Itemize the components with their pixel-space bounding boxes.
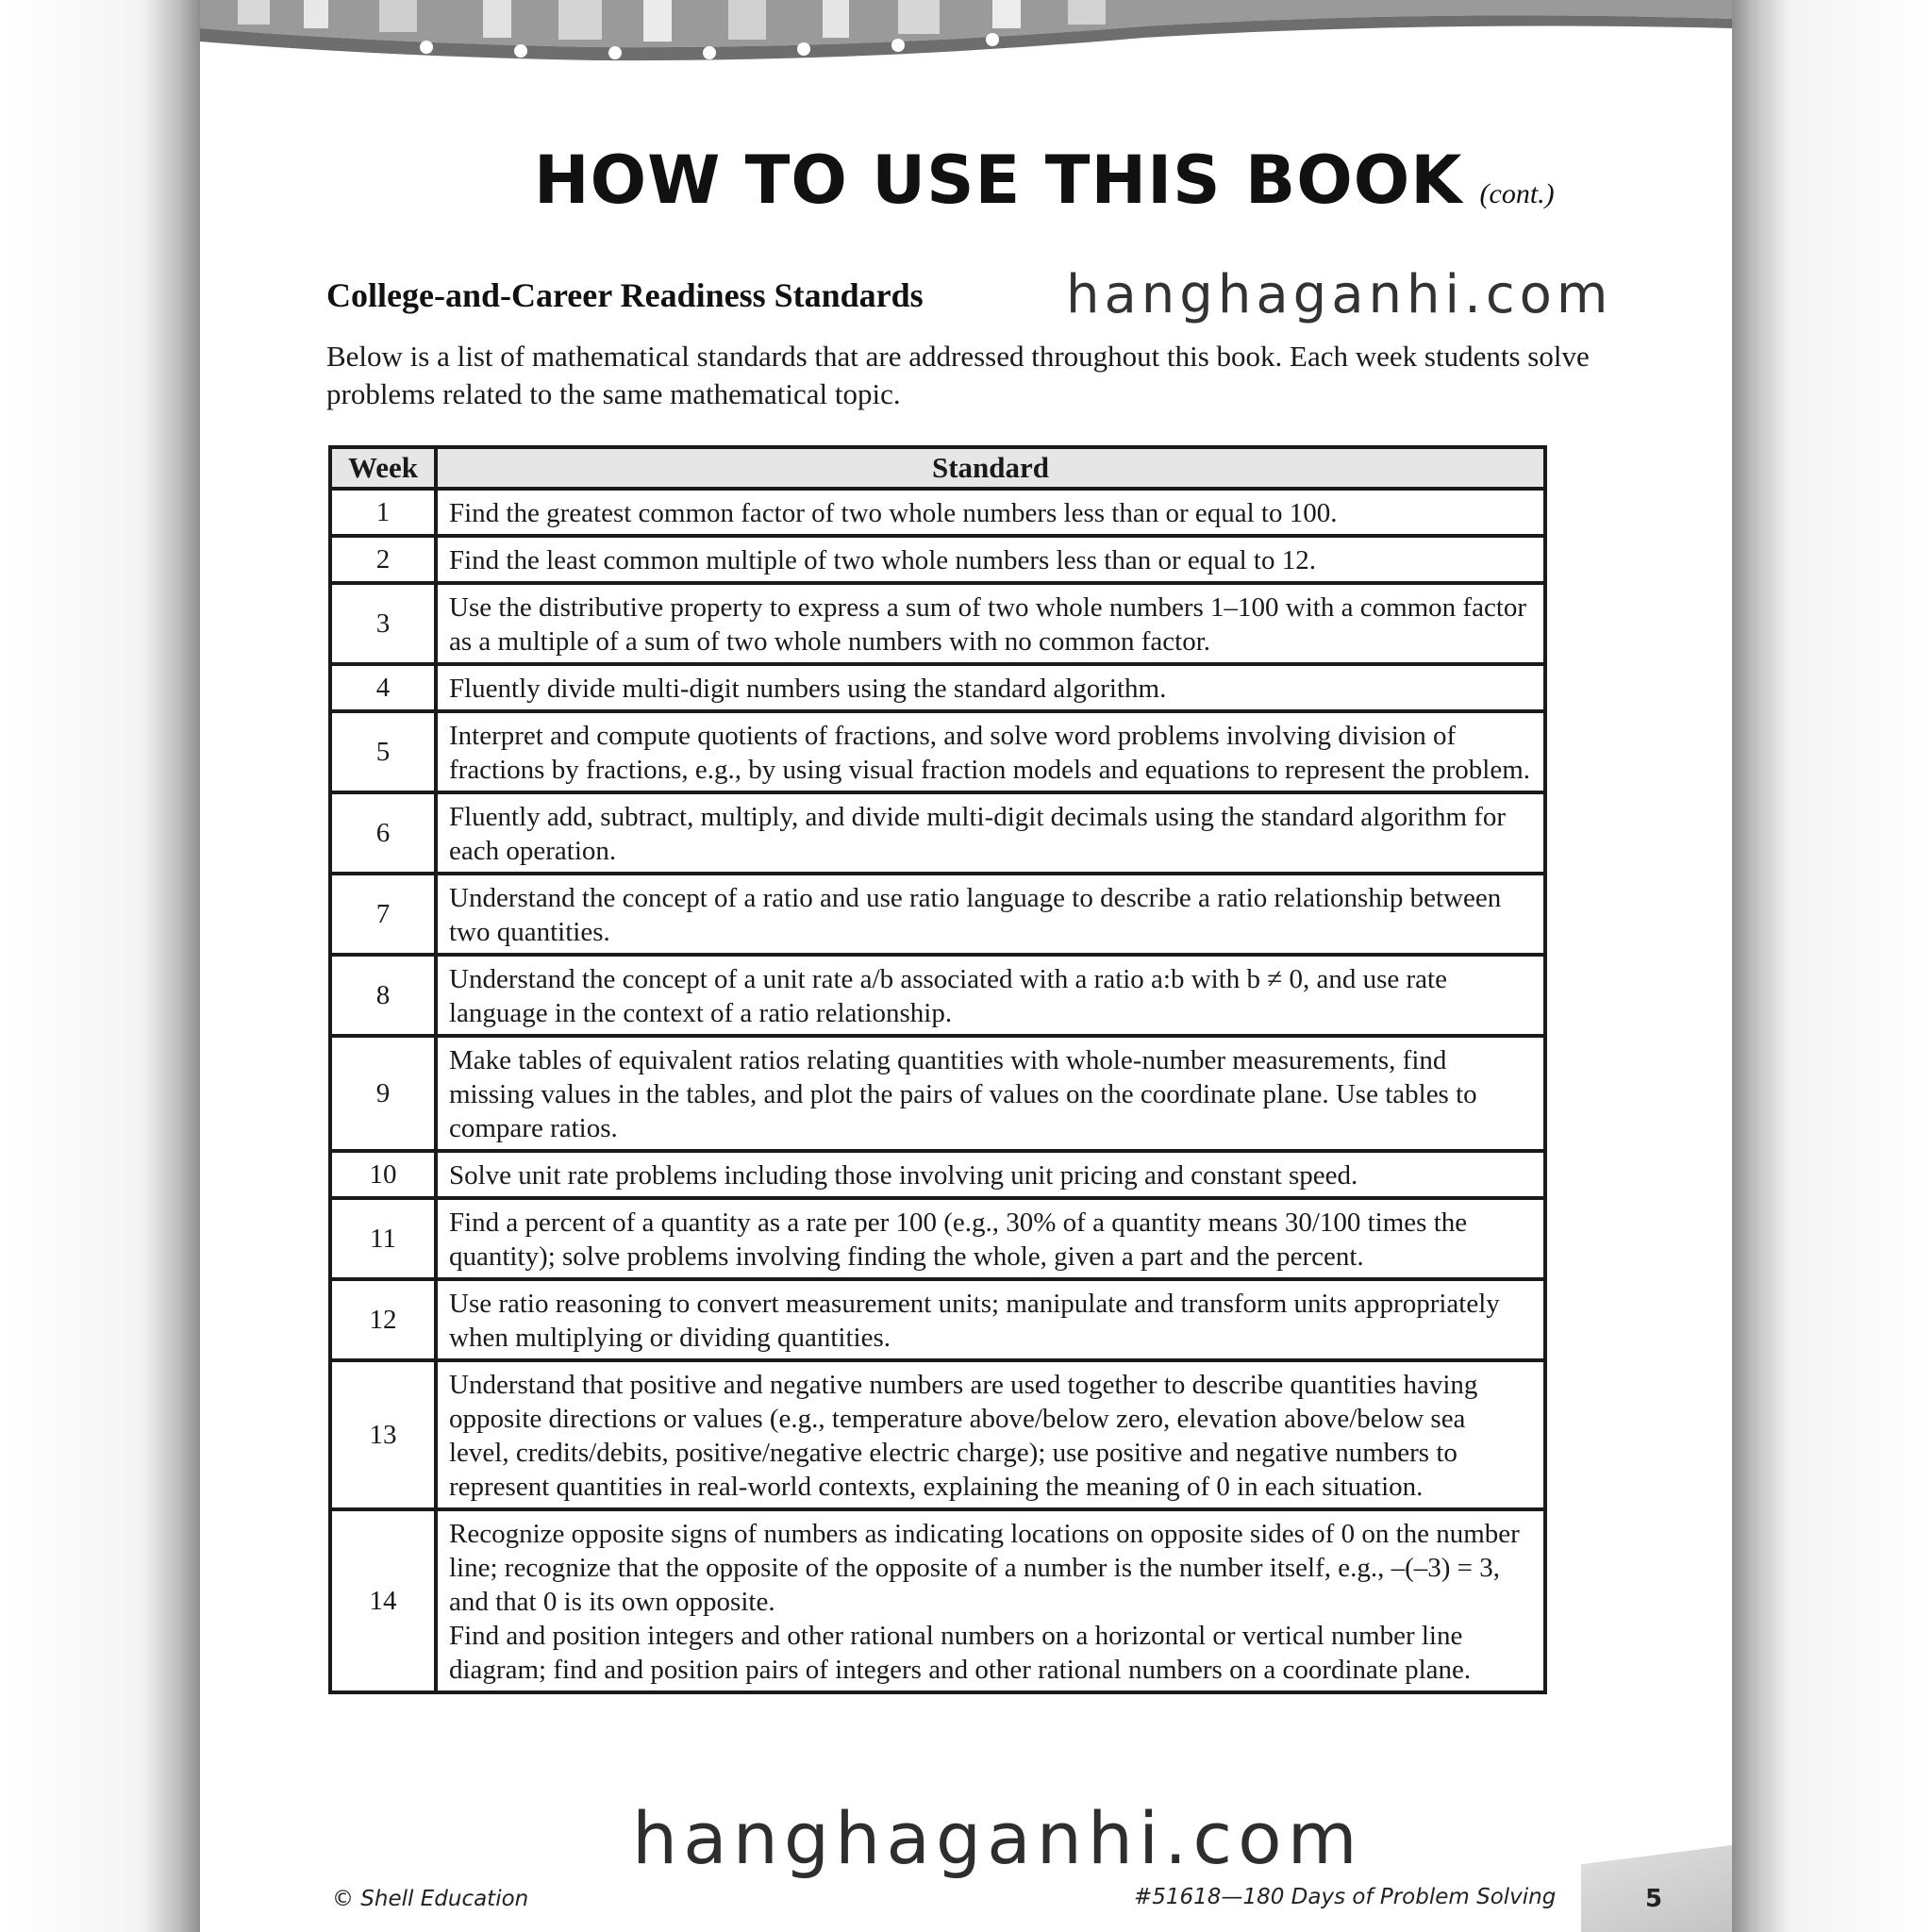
watermark-top: hanghaganhi.com [1066,264,1613,325]
table-row [330,583,1545,664]
week-number: 10 [330,1151,436,1198]
table-row [330,874,1545,955]
standard-text: Make tables of equivalent ratios relating quantities with whole-number measurements, find missing values in the tables, and plot the pairs of values on the coordinate plane. Use tables to compare ratios. [436,1036,1545,1151]
week-number: 2 [330,536,436,583]
week-number: 9 [330,1036,436,1151]
standard-text: Fluently add, subtract, multiply, and divide multi-digit decimals using the standard algorithm for each operation. [436,792,1545,874]
section-heading: College-and-Career Readiness Standards [326,276,924,314]
standard-text: Interpret and compute quotients of fractions, and solve word problems involving division of fractions by fractions, e.g., by using visual fraction models and equations to represent the problem. [436,711,1545,792]
week-number: 13 [330,1360,436,1509]
standard-text: Use the distributive property to express a sum of two whole numbers 1–100 with a common factor as a multiple of a sum of two whole numbers with no common factor. [436,583,1545,664]
table-row [330,792,1545,874]
table-row [330,955,1545,1036]
title-suffix: (cont.) [1479,178,1555,209]
right-scan-shadow [1732,0,1932,1932]
standard-text: Find the greatest common factor of two whole numbers less than or equal to 100. [436,489,1545,536]
table-row [330,536,1545,583]
standard-cell [436,1509,1545,1692]
standard-text: Use ratio reasoning to convert measurement units; manipulate and transform units appropriately when multiplying or dividing quantities. [436,1279,1545,1360]
table-row [330,1279,1545,1360]
week-number: 8 [330,955,436,1036]
intro-paragraph: Below is a list of mathematical standards that are addressed throughout this book. Each week students solve problems related to the same mathematical topic. [326,340,1590,410]
standard-text: Find a percent of a quantity as a rate per 100 (e.g., 30% of a quantity means 30/100 times the quantity); solve problems involving finding the whole, given a part and the percent. [436,1198,1545,1279]
table-row [330,711,1545,792]
table-row [330,664,1545,711]
page-title: HOW TO USE THIS BOOK (cont.) [534,142,1555,219]
page-number: 5 [1645,1885,1663,1913]
week-number: 4 [330,664,436,711]
standard-text: Understand the concept of a ratio and use ratio language to describe a ratio relationship between two quantities. [436,874,1545,955]
footer-product: #51618—180 Days of Problem Solving [1134,1885,1557,1909]
week-number: 7 [330,874,436,955]
week-number: 6 [330,792,436,874]
table-row [330,1198,1545,1279]
column-header-standard: Standard [436,447,1545,489]
book-page [200,0,1732,1932]
watermark-bottom: hanghaganhi.com [632,1796,1363,1880]
standard-text: Fluently divide multi-digit numbers using the standard algorithm. [436,664,1545,711]
standard-text: Understand the concept of a unit rate a/b associated with a ratio a:b with b ≠ 0, and use rate language in the context of a ratio relationship. [436,955,1545,1036]
table-row [330,1036,1545,1151]
standard-text: Understand that positive and negative numbers are used together to describe quantities having opposite directions or values (e.g., temperature above/below zero, elevation above/below sea level, credits/debits, positive/negative electric charge); use positive and negative numbers to represent quantities in real-world contexts, explaining the meaning of 0 in each situation. [436,1360,1545,1509]
standard-text: Solve unit rate problems including those involving unit pricing and constant speed. [436,1151,1545,1198]
table-row [330,1151,1545,1198]
left-scan-shadow [0,0,200,1932]
week-number: 1 [330,489,436,536]
week-number: 12 [330,1279,436,1360]
week-number: 5 [330,711,436,792]
table-header-row [330,447,1545,489]
standard-text: Find the least common multiple of two whole numbers less than or equal to 12. [436,536,1545,583]
table-row [330,489,1545,536]
week-number: 11 [330,1198,436,1279]
column-header-week: Week [330,447,436,489]
decorative-top-banner [200,0,1732,75]
week-number: 3 [330,583,436,664]
standard-text-extra: Find and position integers and other rational numbers on a horizontal or vertical number line diagram; find and position pairs of integers and other rational numbers on a coordinate plane. [449,1621,1472,1685]
standards-table [328,445,1547,1694]
footer-copyright: © Shell Education [332,1887,529,1911]
table-row [330,1509,1545,1692]
week-number: 14 [330,1509,436,1692]
standard-text: Recognize opposite signs of numbers as indicating locations on opposite sides of 0 on the number line; recognize that the opposite of the opposite of a number is the number itself, e.g., –(–3) = 3, and that 0 is its own opposite. [449,1519,1520,1617]
table-row [330,1360,1545,1509]
